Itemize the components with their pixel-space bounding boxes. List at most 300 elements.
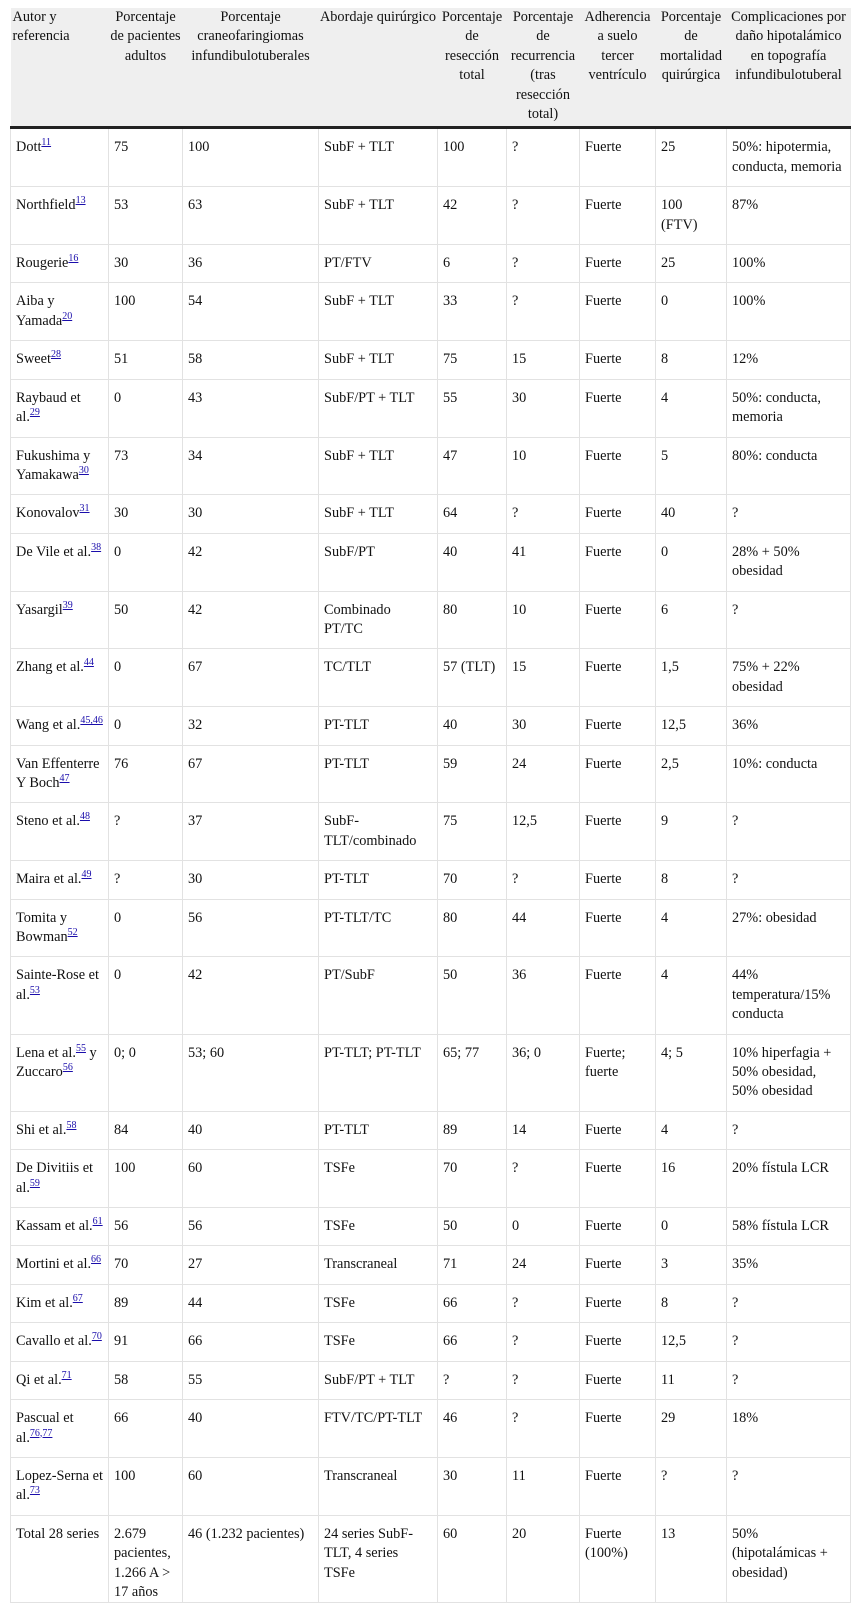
reference-link[interactable]: 58 [66,1119,77,1131]
table-row [11,1457,851,1515]
author-name: Wang et al. [16,717,81,734]
adherence-cell: Fuerte [580,745,656,803]
complications-cell: ? [727,1284,851,1322]
table-row [11,533,851,591]
total-resection-cell: 70 [438,861,507,899]
table-row [11,341,851,379]
total-resection-cell: 42 [438,187,507,245]
complications-cell: 28% + 50% obesidad [727,533,851,591]
complications-cell: ? [727,591,851,649]
infundibulotuberal-cell: 56 [183,899,319,957]
infundibulotuberal-cell: 43 [183,379,319,437]
total-resection-cell: 40 [438,707,507,745]
author-cell [11,957,109,1034]
adherence-cell: Fuerte [580,283,656,341]
complications-cell: 87% [727,187,851,245]
mortality-cell: 6 [656,591,727,649]
infundibulotuberal-cell: 53; 60 [183,1034,319,1111]
recurrence-cell: 20 [507,1515,580,1603]
header-row [11,8,851,128]
recurrence-cell: 30 [507,379,580,437]
adult-patients-cell: 73 [109,437,183,495]
adherence-cell: Fuerte [580,533,656,591]
mortality-cell: 4 [656,899,727,957]
adult-patients-cell: ? [109,861,183,899]
approach-cell: PT/SubF [319,957,438,1034]
complications-cell: 12% [727,341,851,379]
reference-link[interactable]: 71 [61,1369,72,1381]
total-resection-cell: 57 (TLT) [438,649,507,707]
complications-cell: ? [727,861,851,899]
adherence-cell: Fuerte [580,707,656,745]
author-name: Northfield [16,197,76,214]
table-row [11,591,851,649]
header-adherence: Adherencia a suelo tercer ventrículo [580,8,656,128]
table-row [11,1150,851,1208]
recurrence-cell: 41 [507,533,580,591]
adult-patients-cell: 91 [109,1323,183,1361]
author-name: Fukushima y Yamakawa [16,447,91,483]
table-row [11,957,851,1034]
adult-patients-cell: 76 [109,745,183,803]
author-cell [11,495,109,533]
table-row [11,899,851,957]
total-resection-cell: 30 [438,1457,507,1515]
mortality-cell: 13 [656,1515,727,1603]
table-body [11,128,851,1603]
reference-link[interactable]: 59 [29,1177,40,1189]
author-cell [11,1457,109,1515]
adherence-cell: Fuerte [580,803,656,861]
mortality-cell: 5 [656,437,727,495]
infundibulotuberal-cell: 42 [183,591,319,649]
author-cell [11,533,109,591]
approach-cell: SubF + TLT [319,283,438,341]
author-cell [11,187,109,245]
total-resection-cell: 59 [438,745,507,803]
approach-cell: SubF/PT + TLT [319,1361,438,1399]
adult-patients-cell: 0 [109,707,183,745]
adult-patients-cell: 89 [109,1284,183,1322]
complications-cell: ? [727,1111,851,1149]
infundibulotuberal-cell: 40 [183,1400,319,1458]
author-cell [11,861,109,899]
infundibulotuberal-cell: 37 [183,803,319,861]
total-resection-cell: 100 [438,128,507,187]
adherence-cell: Fuerte [580,591,656,649]
infundibulotuberal-cell: 67 [183,649,319,707]
approach-cell: SubF/PT [319,533,438,591]
adherence-cell: Fuerte; fuerte [580,1034,656,1111]
author-name: y Zuccaro [16,1044,97,1081]
mortality-cell: ? [656,1457,727,1515]
mortality-cell: 2,5 [656,745,727,803]
approach-cell: SubF + TLT [319,187,438,245]
reference-link[interactable]: 29 [29,407,40,419]
author-cell [11,591,109,649]
mortality-cell: 1,5 [656,649,727,707]
reference-link[interactable]: 55 [75,1042,86,1054]
author-cell [11,1284,109,1322]
author-name: Konovalov [16,505,80,522]
total-resection-cell: 50 [438,957,507,1034]
table-row [11,245,851,283]
mortality-cell: 9 [656,803,727,861]
total-resection-cell: 75 [438,803,507,861]
approach-cell: Transcraneal [319,1457,438,1515]
adult-patients-cell: 0; 0 [109,1034,183,1111]
infundibulotuberal-cell: 27 [183,1246,319,1284]
reference-link[interactable]: 48 [79,811,90,823]
complications-cell: ? [727,1361,851,1399]
author-name: Sainte-Rose et al. [16,967,99,1003]
author-cell [11,283,109,341]
total-resection-cell: 50 [438,1208,507,1246]
total-resection-cell: 89 [438,1111,507,1149]
reference-link[interactable]: 52 [67,927,78,938]
total-resection-cell: 80 [438,591,507,649]
reference-link[interactable]: 61 [92,1216,103,1228]
author-name: Zhang et al. [16,659,84,676]
total-resection-cell: 47 [438,437,507,495]
complications-cell: 75% + 22% obesidad [727,649,851,707]
recurrence-cell: 24 [507,1246,580,1284]
recurrence-cell: 11 [507,1457,580,1515]
reference-link[interactable]: 38 [91,541,102,553]
adult-patients-cell: 53 [109,187,183,245]
recurrence-cell: ? [507,1284,580,1322]
mortality-cell: 0 [656,283,727,341]
complications-cell: 50%: hipotermia, conducta, memoria [727,128,851,187]
adult-patients-cell: 0 [109,649,183,707]
header-infundibulotuberal: Porcentaje craneofaringiomas infundibulotuberales [183,8,319,128]
author-name: Cavallo et al. [16,1333,92,1350]
author-cell [11,379,109,437]
approach-cell: PT-TLT; PT-TLT [319,1034,438,1111]
recurrence-cell: 10 [507,437,580,495]
reference-link[interactable]: 47 [59,772,70,784]
reference-link[interactable]: 13 [75,195,86,207]
author-name: Sweet [16,351,51,368]
recurrence-cell: 12,5 [507,803,580,861]
author-cell [11,128,109,187]
approach-cell: PT-TLT [319,861,438,899]
header-recurrence: Porcentaje de recurrencia (tras resección total) [507,8,580,128]
reference-link[interactable]: 31 [79,503,90,515]
author-name: Kassam et al. [16,1218,93,1235]
reference-link[interactable]: 66 [91,1254,102,1266]
author-cell [11,745,109,803]
recurrence-cell: 36; 0 [507,1034,580,1111]
mortality-cell: 0 [656,533,727,591]
complications-cell: 27%: obesidad [727,899,851,957]
mortality-cell: 40 [656,495,727,533]
author-name: De Vile et al. [16,543,92,560]
recurrence-cell: ? [507,861,580,899]
author-cell [11,1323,109,1361]
reference-link[interactable]: 28 [50,349,61,361]
complications-cell: 44% temperatura/15% conducta [727,957,851,1034]
reference-link[interactable]: 56 [62,1062,73,1074]
infundibulotuberal-cell: 58 [183,341,319,379]
author-name: Qi et al. [16,1371,62,1388]
table-row [11,1111,851,1149]
adult-patients-cell: 50 [109,591,183,649]
approach-cell: TC/TLT [319,649,438,707]
complications-cell: 36% [727,707,851,745]
mortality-cell: 12,5 [656,707,727,745]
adherence-cell: Fuerte [580,1457,656,1515]
mortality-cell: 8 [656,341,727,379]
recurrence-cell: ? [507,187,580,245]
author-name: Total 28 series [16,1525,100,1542]
recurrence-cell: ? [507,495,580,533]
mortality-cell: 100 (FTV) [656,187,727,245]
complications-cell: 35% [727,1246,851,1284]
recurrence-cell: 0 [507,1208,580,1246]
approach-cell: PT-TLT [319,707,438,745]
complications-cell: ? [727,495,851,533]
infundibulotuberal-cell: 32 [183,707,319,745]
infundibulotuberal-cell: 55 [183,1361,319,1399]
table-row [11,707,851,745]
recurrence-cell: 10 [507,591,580,649]
table-row [11,283,851,341]
complications-cell: 100% [727,283,851,341]
table-row [11,437,851,495]
adult-patients-cell: 70 [109,1246,183,1284]
adherence-cell: Fuerte [580,245,656,283]
recurrence-cell: ? [507,128,580,187]
adherence-cell: Fuerte [580,495,656,533]
adult-patients-cell: 84 [109,1111,183,1149]
table-row [11,745,851,803]
recurrence-cell: 15 [507,649,580,707]
infundibulotuberal-cell: 56 [183,1208,319,1246]
author-name: De Divitiis et al. [16,1160,94,1196]
approach-cell: PT-TLT [319,745,438,803]
author-cell [11,899,109,957]
table-row [11,495,851,533]
approach-cell: PT/FTV [319,245,438,283]
total-resection-cell: 80 [438,899,507,957]
approach-cell: PT-TLT/TC [319,899,438,957]
table-row [11,861,851,899]
header-surgical-approach: Abordaje quirúrgico [319,8,438,128]
author-name: Lopez-Serna et al. [16,1467,103,1504]
reference-link[interactable]: 30 [78,464,89,476]
author-name: Raybaud et al. [16,389,81,426]
recurrence-cell: 15 [507,341,580,379]
approach-cell: TSFe [319,1284,438,1322]
adherence-cell: Fuerte [580,1208,656,1246]
adherence-cell: Fuerte [580,861,656,899]
adult-patients-cell: 30 [109,495,183,533]
recurrence-cell: 30 [507,707,580,745]
table-row [11,1323,851,1361]
author-name: Lena et al. [16,1044,76,1061]
table-row [11,649,851,707]
recurrence-cell: 36 [507,957,580,1034]
total-resection-cell: 66 [438,1323,507,1361]
header-complications: Complicaciones por daño hipotalámico en topografía infundibulotuberal [727,8,851,128]
table-header [11,8,851,128]
total-resection-cell: ? [438,1361,507,1399]
table-row [11,1246,851,1284]
author-cell [11,245,109,283]
recurrence-cell: 14 [507,1111,580,1149]
mortality-cell: 8 [656,1284,727,1322]
recurrence-cell: ? [507,1150,580,1208]
complications-cell: 10%: conducta [727,745,851,803]
author-cell [11,1150,109,1208]
infundibulotuberal-cell: 60 [183,1150,319,1208]
approach-cell: SubF + TLT [319,128,438,187]
author-name: Kim et al. [16,1294,73,1311]
header-mortality: Porcentaje de mortalidad quirúrgica [656,8,727,128]
reference-link[interactable]: 20 [62,310,73,322]
reference-link[interactable]: 49 [81,869,92,881]
table-row [11,1208,851,1246]
author-cell [11,1034,109,1111]
table-row [11,379,851,437]
reference-link[interactable]: 76,77 [29,1427,53,1439]
approach-cell: 24 series SubF-TLT, 4 series TSFe [319,1515,438,1603]
author-name: Mortini et al. [16,1256,92,1273]
approach-cell: SubF + TLT [319,495,438,533]
table-row [11,187,851,245]
total-resection-cell: 64 [438,495,507,533]
reference-link[interactable]: 45,46 [80,715,103,727]
header-author: Autor y referencia [11,8,109,128]
reference-link[interactable]: 39 [62,599,73,611]
header-total-resection: Porcentaje de resección total [438,8,507,128]
reference-link[interactable]: 16 [68,253,79,265]
mortality-cell: 25 [656,245,727,283]
recurrence-cell: ? [507,245,580,283]
table-row [11,1400,851,1458]
infundibulotuberal-cell: 30 [183,861,319,899]
infundibulotuberal-cell: 66 [183,1323,319,1361]
adult-patients-cell: 0 [109,379,183,437]
mortality-cell: 8 [656,861,727,899]
adult-patients-cell: 30 [109,245,183,283]
reference-link[interactable]: 73 [29,1485,40,1497]
reference-link[interactable]: 67 [72,1292,83,1304]
adherence-cell: Fuerte [580,341,656,379]
adherence-cell: Fuerte [580,379,656,437]
infundibulotuberal-cell: 40 [183,1111,319,1149]
total-resection-cell: 65; 77 [438,1034,507,1111]
recurrence-cell: 24 [507,745,580,803]
author-cell [11,341,109,379]
adherence-cell: Fuerte [580,1150,656,1208]
total-resection-cell: 71 [438,1246,507,1284]
adult-patients-cell: 58 [109,1361,183,1399]
total-resection-cell: 40 [438,533,507,591]
approach-cell: SubF + TLT [319,341,438,379]
adherence-cell: Fuerte [580,1400,656,1458]
adult-patients-cell: 100 [109,283,183,341]
author-name: Pascual et al. [16,1410,74,1446]
mortality-cell: 3 [656,1246,727,1284]
author-name: Van Effenterre Y Boch [16,755,100,791]
total-resection-cell: 70 [438,1150,507,1208]
recurrence-cell: ? [507,1400,580,1458]
table-row [11,128,851,187]
adult-patients-cell: 100 [109,1457,183,1515]
reference-link[interactable]: 44 [83,657,94,669]
approach-cell: FTV/TC/PT-TLT [319,1400,438,1458]
author-name: Dott [16,139,42,156]
approach-cell: PT-TLT [319,1111,438,1149]
adherence-cell: Fuerte [580,128,656,187]
infundibulotuberal-cell: 30 [183,495,319,533]
reference-link[interactable]: 11 [41,137,52,149]
table-row [11,1284,851,1322]
mortality-cell: 4 [656,957,727,1034]
infundibulotuberal-cell: 42 [183,957,319,1034]
total-resection-cell: 6 [438,245,507,283]
adherence-cell: Fuerte [580,1111,656,1149]
infundibulotuberal-cell: 54 [183,283,319,341]
author-name: Tomita y Bowman [16,909,68,945]
complications-cell: 20% fístula LCR [727,1150,851,1208]
adherence-cell: Fuerte [580,437,656,495]
complications-cell: 50% (hipotalámicas + obesidad) [727,1515,851,1603]
adherence-cell: Fuerte [580,1246,656,1284]
author-name: Aiba y Yamada [16,293,63,329]
total-resection-cell: 60 [438,1515,507,1603]
total-resection-cell: 66 [438,1284,507,1322]
approach-cell: SubF-TLT/combinado [319,803,438,861]
mortality-cell: 4; 5 [656,1034,727,1111]
complications-cell: 58% fístula LCR [727,1208,851,1246]
adherence-cell: Fuerte [580,649,656,707]
approach-cell: Combinado PT/TC [319,591,438,649]
author-cell [11,1361,109,1399]
total-resection-cell: 55 [438,379,507,437]
infundibulotuberal-cell: 46 (1.232 pacientes) [183,1515,319,1603]
infundibulotuberal-cell: 34 [183,437,319,495]
infundibulotuberal-cell: 63 [183,187,319,245]
author-cell [11,1246,109,1284]
infundibulotuberal-cell: 36 [183,245,319,283]
mortality-cell: 4 [656,379,727,437]
complications-cell: 10% hiperfagia + 50% obesidad, 50% obesidad [727,1034,851,1111]
total-resection-cell: 75 [438,341,507,379]
author-cell [11,803,109,861]
table-row [11,1361,851,1399]
approach-cell: SubF + TLT [319,437,438,495]
adult-patients-cell: 0 [109,899,183,957]
total-resection-cell: 46 [438,1400,507,1458]
recurrence-cell: ? [507,1323,580,1361]
complications-cell: ? [727,1323,851,1361]
recurrence-cell: 44 [507,899,580,957]
header-adult-patients: Porcentaje de pacientes adultos [109,8,183,128]
reference-link[interactable]: 70 [91,1331,102,1343]
adult-patients-cell: 0 [109,957,183,1034]
reference-link[interactable]: 53 [29,984,40,996]
approach-cell: Transcraneal [319,1246,438,1284]
author-cell [11,1515,109,1603]
complications-cell: 100% [727,245,851,283]
total-resection-cell: 33 [438,283,507,341]
adult-patients-cell: 51 [109,341,183,379]
mortality-cell: 12,5 [656,1323,727,1361]
adherence-cell: Fuerte (100%) [580,1515,656,1603]
